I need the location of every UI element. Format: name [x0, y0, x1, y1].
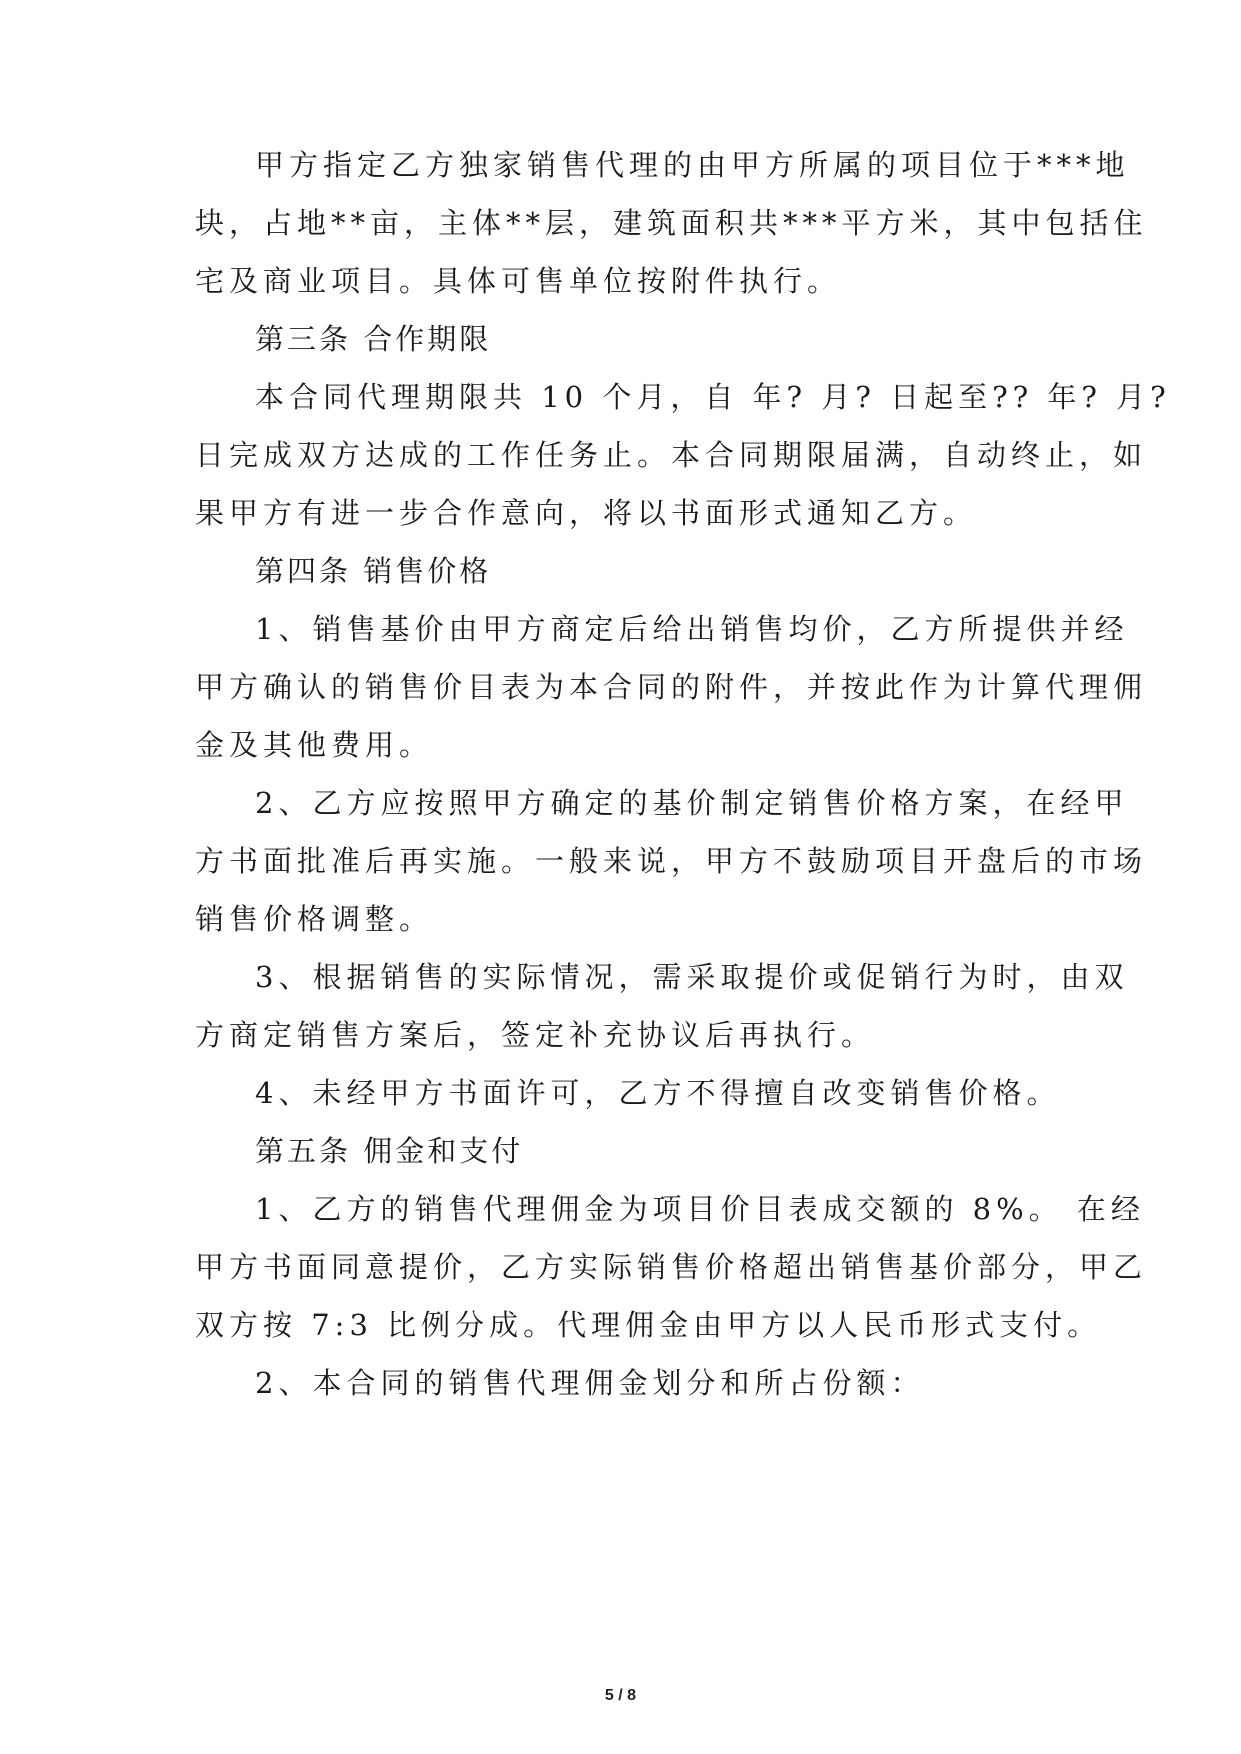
section-heading: 第四条 销售价格: [255, 554, 492, 588]
text-line: 本合同代理期限共 10 个月，自 年? 月? 日起至?? 年? 月?: [255, 380, 1171, 414]
text-line: 甲方书面同意提价，乙方实际销售价格超出销售基价部分，甲乙: [195, 1250, 1148, 1284]
text-line: 日完成双方达成的工作任务止。本合同期限届满，自动终止，如: [195, 438, 1148, 472]
text-line: 3、根据销售的实际情况，需采取提价或促销行为时，由双: [255, 960, 1129, 994]
text-line: 果甲方有进一步合作意向，将以书面形式通知乙方。: [195, 496, 978, 530]
text-line: 2、本合同的销售代理佣金划分和所占份额：: [255, 1366, 925, 1400]
section-heading: 第五条 佣金和支付: [255, 1134, 524, 1168]
text-line: 销售价格调整。: [195, 902, 434, 936]
text-line: 双方按 7:3 比例分成。代理佣金由甲方以人民币形式支付。: [195, 1308, 1102, 1342]
text-line: 2、乙方应按照甲方确定的基价制定销售价格方案，在经甲: [255, 786, 1129, 820]
text-line: 块，占地**亩，主体**层，建筑面积共***平方米，其中包括住: [195, 206, 1148, 240]
section-heading: 第三条 合作期限: [255, 322, 492, 356]
text-line: 方商定销售方案后，签定补充协议后再执行。: [195, 1018, 876, 1052]
text-line: 甲方确认的销售价目表为本合同的附件，并按此作为计算代理佣: [195, 670, 1148, 704]
page-number: 5 / 8: [604, 1687, 637, 1704]
text-line: 4、未经甲方书面许可，乙方不得擅自改变销售价格。: [255, 1076, 1061, 1110]
text-line: 1、乙方的销售代理佣金为项目价目表成交额的 8%。 在经: [255, 1192, 1145, 1226]
text-line: 1、销售基价由甲方商定后给出销售均价，乙方所提供并经: [255, 612, 1129, 646]
text-line: 金及其他费用。: [195, 728, 434, 762]
text-line: 宅及商业项目。具体可售单位按附件执行。: [195, 264, 842, 298]
text-line: 甲方指定乙方独家销售代理的由甲方所属的项目位于***地: [255, 148, 1130, 182]
text-line: 方书面批准后再实施。一般来说，甲方不鼓励项目开盘后的市场: [195, 844, 1148, 878]
